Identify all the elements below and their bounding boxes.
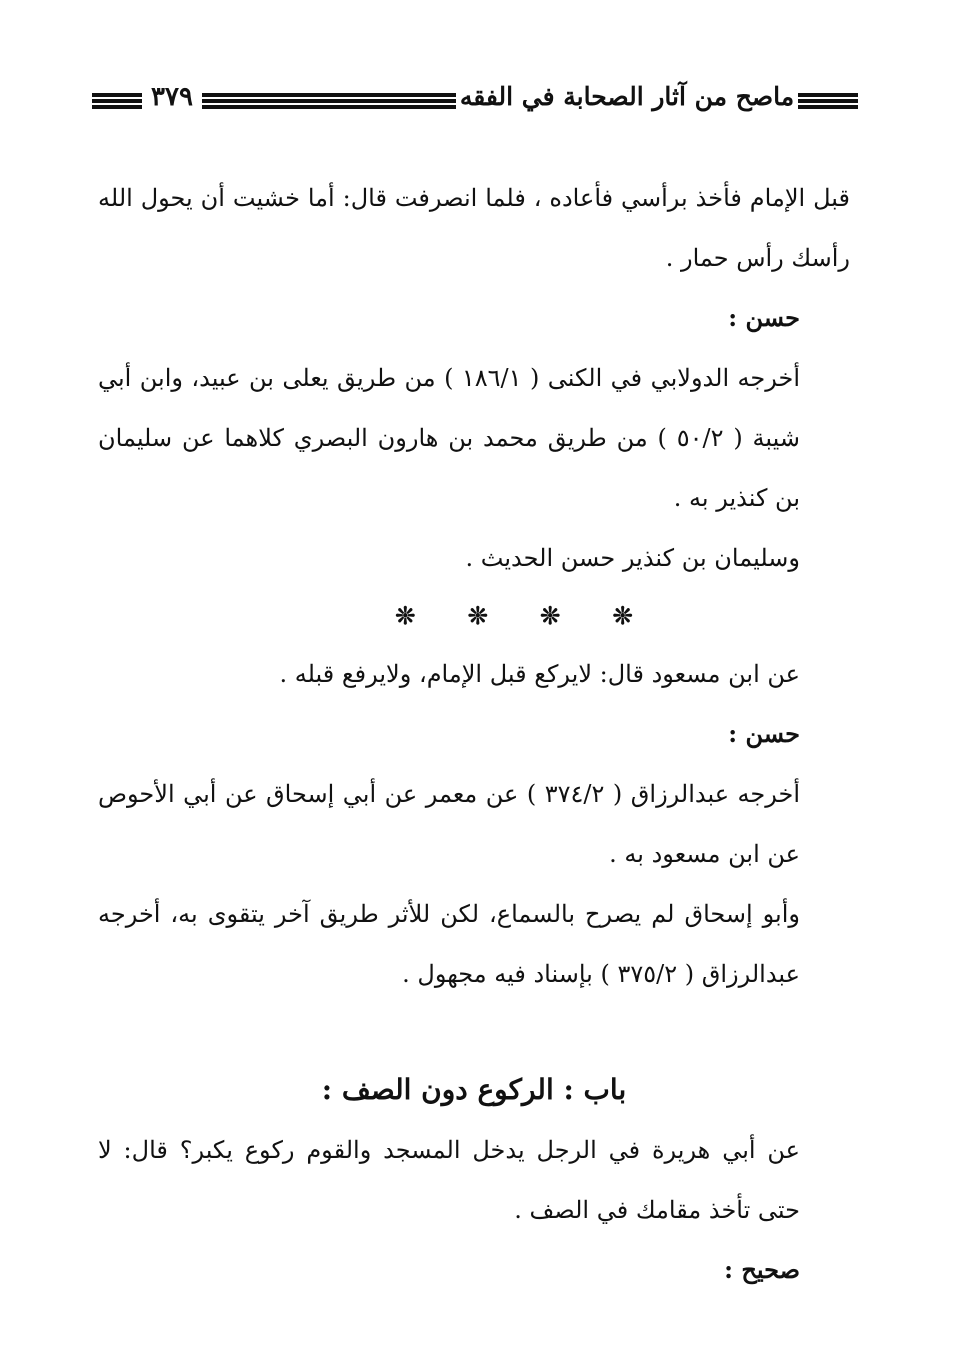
section1-text: قبل الإمام فأخذ برأسي فأعاده ، فلما انصرفت قال: أما خشيت أن يحول الله رأسك رأس حمار . (98, 184, 850, 272)
section1-note: وسليمان بن كنذير حسن الحديث . (465, 544, 800, 572)
section2-grade: حسن : (728, 719, 800, 748)
chapter-title: باب : الركوع دون الصف : (321, 1073, 627, 1106)
star-separator (98, 588, 850, 644)
header-rule-left (92, 93, 142, 109)
running-title: ماصح من آثار الصحابة في الفقه (459, 82, 795, 111)
header-rule-right (798, 93, 858, 109)
section2-takhrij: أخرجه عبدالرزاق ( ٣٧٤/٢ ) عن معمر عن أبي إسحاق عن أبي الأحوص عن ابن مسعود به . (98, 780, 800, 868)
section1-takhrij: أخرجه الدولابي في الكنى ( ١٨٦/١ ) من طريق يعلى بن عبيد، وابن أبي شيبة ( ٥٠/٢ ) من طريق محمد بن هارون البصري كلاهما عن سليمان بن كنذير به . (98, 364, 801, 512)
separator-star-icon: ❊ (467, 601, 488, 630)
section2-note: وأبو إسحاق لم يصرح بالسماع، لكن للأثر طريق آخر يتقوى به، أخرجه عبدالرزاق ( ٣٧٥/٢ ) بإسناد فيه مجهول . (98, 900, 800, 988)
separator-star-icon: ❊ (612, 601, 633, 630)
chapter-grade: صحيح : (724, 1255, 800, 1284)
separator-star-icon: ❊ (395, 601, 416, 630)
page-content (98, 168, 850, 1300)
separator-star-icon: ❊ (540, 601, 561, 630)
section1-grade: حسن : (728, 303, 800, 332)
section2-text: عن ابن مسعود قال: لايركع قبل الإمام، ولايرفع قبله . (279, 660, 800, 688)
chapter-text: عن أبي هريرة في الرجل يدخل المسجد والقوم ركوع يكبر؟ قال: لا حتى تأخذ مقامك في الصف . (98, 1136, 800, 1224)
running-header (92, 78, 858, 124)
page-number: ٣٧٩ (151, 82, 193, 112)
header-rule-middle (202, 93, 456, 109)
